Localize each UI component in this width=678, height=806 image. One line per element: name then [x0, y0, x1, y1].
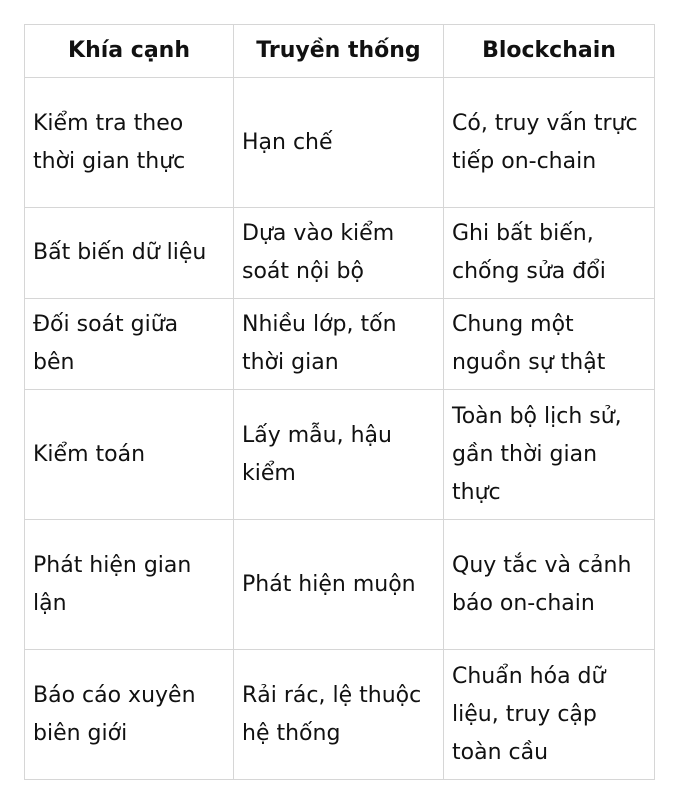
- cell-aspect: Bất biến dữ liệu: [25, 208, 234, 299]
- cell-traditional: Hạn chế: [234, 78, 444, 208]
- cell-traditional: Lấy mẫu, hậu kiểm: [234, 390, 444, 520]
- cell-blockchain: Chung một nguồn sự thật: [444, 299, 655, 390]
- cell-aspect: Báo cáo xuyên biên giới: [25, 650, 234, 780]
- table-header-row: [25, 25, 655, 78]
- cell-blockchain: Toàn bộ lịch sử, gần thời gian thực: [444, 390, 655, 520]
- table-row: [25, 299, 655, 390]
- cell-traditional: Rải rác, lệ thuộc hệ thống: [234, 650, 444, 780]
- cell-traditional: Dựa vào kiểm soát nội bộ: [234, 208, 444, 299]
- cell-blockchain: Ghi bất biến, chống sửa đổi: [444, 208, 655, 299]
- cell-blockchain: Chuẩn hóa dữ liệu, truy cập toàn cầu: [444, 650, 655, 780]
- cell-aspect: Đối soát giữa bên: [25, 299, 234, 390]
- table-row: [25, 208, 655, 299]
- cell-aspect: Kiểm tra theo thời gian thực: [25, 78, 234, 208]
- comparison-table: [24, 24, 655, 780]
- table-row: [25, 390, 655, 520]
- cell-blockchain: Quy tắc và cảnh báo on-chain: [444, 520, 655, 650]
- cell-traditional: Phát hiện muộn: [234, 520, 444, 650]
- table-row: [25, 78, 655, 208]
- table-row: [25, 650, 655, 780]
- header-blockchain: Blockchain: [444, 25, 655, 78]
- cell-aspect: Phát hiện gian lận: [25, 520, 234, 650]
- table-row: [25, 520, 655, 650]
- cell-aspect: Kiểm toán: [25, 390, 234, 520]
- cell-traditional: Nhiều lớp, tốn thời gian: [234, 299, 444, 390]
- cell-blockchain: Có, truy vấn trực tiếp on-chain: [444, 78, 655, 208]
- header-traditional: Truyền thống: [234, 25, 444, 78]
- header-aspect: Khía cạnh: [25, 25, 234, 78]
